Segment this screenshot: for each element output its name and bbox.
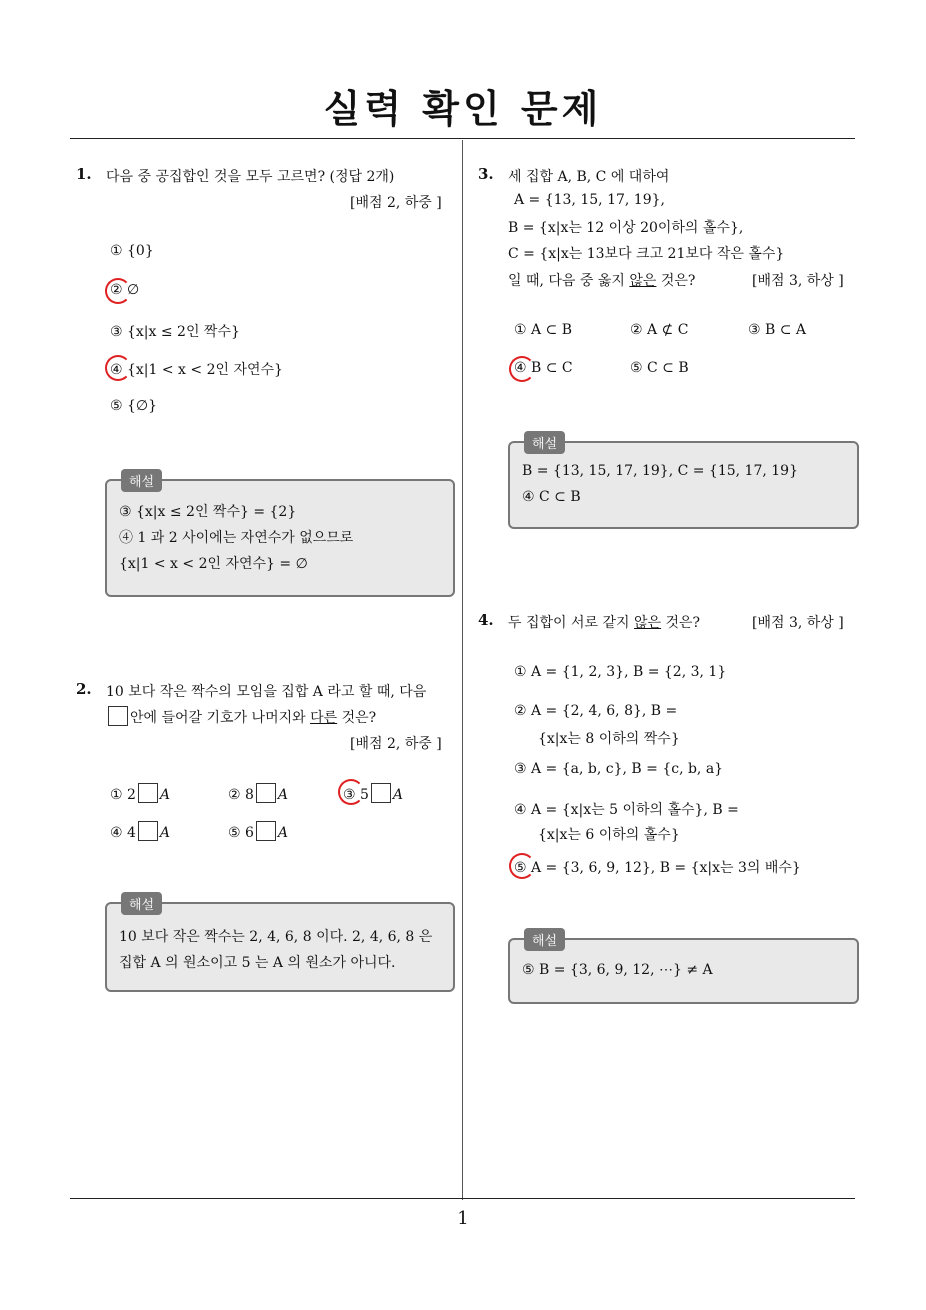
blank-box — [138, 821, 158, 841]
solution-line: B = {13, 15, 17, 19}, C = {15, 17, 19} — [522, 463, 798, 479]
answer-mark — [338, 779, 364, 805]
choice-1[interactable]: ① A = {1, 2, 3}, B = {2, 3, 1} — [514, 664, 727, 680]
solution-tag: 해설 — [524, 928, 565, 951]
underlined-word: 않은 — [634, 615, 662, 631]
blank-box — [256, 783, 276, 803]
solution-line: ④ C ⊂ B — [522, 489, 581, 505]
choice-5[interactable]: ⑤ A = {3, 6, 9, 12}, B = {x|x는 3의 배수} — [514, 860, 801, 876]
set-definition: A = {13, 15, 17, 19}, — [514, 192, 665, 208]
choice-2[interactable]: ② A ⊄ C — [630, 322, 689, 338]
page-title: 실력 확인 문제 — [323, 87, 603, 131]
solution-box — [508, 934, 859, 1004]
points-label: [배점 2, 하중 ] — [350, 736, 442, 752]
page-number: 1 — [457, 1208, 469, 1229]
blank-box — [108, 706, 128, 726]
choice-4[interactable]: ④ B ⊂ C — [514, 360, 573, 376]
choice-2[interactable]: ② ∅ — [110, 282, 140, 298]
question-number: 4. — [478, 611, 494, 629]
question-text: 다음 중 공집합인 것을 모두 고르면? (정답 2개) — [106, 169, 395, 185]
choice-4[interactable]: ④ {x|1 < x < 2인 자연수} — [110, 362, 283, 378]
choice-4[interactable]: ④ A = {x|x는 5 이하의 홀수}, B = — [514, 802, 739, 818]
choice-4-cont: {x|x는 6 이하의 홀수} — [538, 827, 680, 843]
solution-line: ③ {x|x ≤ 2인 짝수} = {2} — [119, 504, 297, 520]
points-label: [배점 3, 하상 ] — [752, 273, 844, 289]
choice-5[interactable]: ⑤ 6 A — [228, 821, 288, 841]
solution-box — [508, 437, 859, 529]
solution-tag: 해설 — [121, 892, 162, 915]
question-text: 10 보다 작은 짝수의 모임을 집합 A 라고 할 때, 다음 — [106, 684, 427, 700]
solution-box — [105, 898, 455, 992]
solution-line: {x|1 < x < 2인 자연수} = ∅ — [119, 556, 308, 572]
choice-1[interactable]: ① A ⊂ B — [514, 322, 573, 338]
choice-3[interactable]: ③ B ⊂ A — [748, 322, 807, 338]
choice-1[interactable]: ① {0} — [110, 243, 154, 259]
solution-tag: 해설 — [121, 469, 162, 492]
question-number: 3. — [478, 165, 494, 183]
choice-2[interactable]: ② 8 A — [228, 783, 288, 803]
question-number: 1. — [76, 165, 92, 183]
set-definition: B = {x|x는 12 이상 20이하의 홀수}, — [508, 220, 744, 236]
points-label: [배점 3, 하상 ] — [752, 615, 844, 631]
points-label: [배점 2, 하중 ] — [350, 195, 442, 211]
underlined-word: 다른 — [310, 710, 338, 726]
question-number: 2. — [76, 680, 92, 698]
column-divider — [462, 140, 463, 1200]
choice-3[interactable]: ③ A = {a, b, c}, B = {c, b, a} — [514, 761, 724, 777]
solution-tag: 해설 — [524, 431, 565, 454]
blank-box — [371, 783, 391, 803]
choice-5[interactable]: ⑤ {∅} — [110, 398, 158, 414]
solution-box — [105, 475, 455, 597]
choice-3[interactable]: ③ 5 A — [343, 783, 403, 803]
solution-line: ④ 1 과 2 사이에는 자연수가 없으므로 — [119, 530, 354, 546]
question-text: 두 집합이 서로 같지 않은 것은? — [508, 615, 701, 631]
choice-3[interactable]: ③ {x|x ≤ 2인 짝수} — [110, 324, 240, 340]
bottom-divider — [70, 1198, 855, 1199]
choice-1[interactable]: ① 2 A — [110, 783, 170, 803]
choice-2[interactable]: ② A = {2, 4, 6, 8}, B = — [514, 703, 678, 719]
solution-line: 집합 A 의 원소이고 5 는 A 의 원소가 아니다. — [119, 955, 396, 971]
solution-line: 10 보다 작은 짝수는 2, 4, 6, 8 이다. 2, 4, 6, 8 은 — [119, 929, 433, 945]
blank-box — [256, 821, 276, 841]
solution-line: ⑤ B = {3, 6, 9, 12, ⋯} ≠ A — [522, 962, 713, 978]
answer-mark — [509, 356, 535, 382]
answer-mark — [509, 853, 535, 879]
choice-4[interactable]: ④ 4 A — [110, 821, 170, 841]
choice-2-cont: {x|x는 8 이하의 짝수} — [538, 731, 680, 747]
choice-5[interactable]: ⑤ C ⊂ B — [630, 360, 689, 376]
question-ask: 일 때, 다음 중 옳지 않은 것은? — [508, 273, 696, 289]
underlined-word: 않은 — [629, 273, 657, 289]
answer-mark — [105, 355, 131, 381]
top-divider — [70, 138, 855, 139]
set-definition: C = {x|x는 13보다 크고 21보다 작은 홀수} — [508, 246, 785, 262]
answer-mark — [105, 278, 131, 304]
question-text: 세 집합 A, B, C 에 대하여 — [508, 169, 670, 185]
question-text-line2: 안에 들어갈 기호가 나머지와 다른 것은? — [106, 706, 376, 727]
blank-box — [138, 783, 158, 803]
